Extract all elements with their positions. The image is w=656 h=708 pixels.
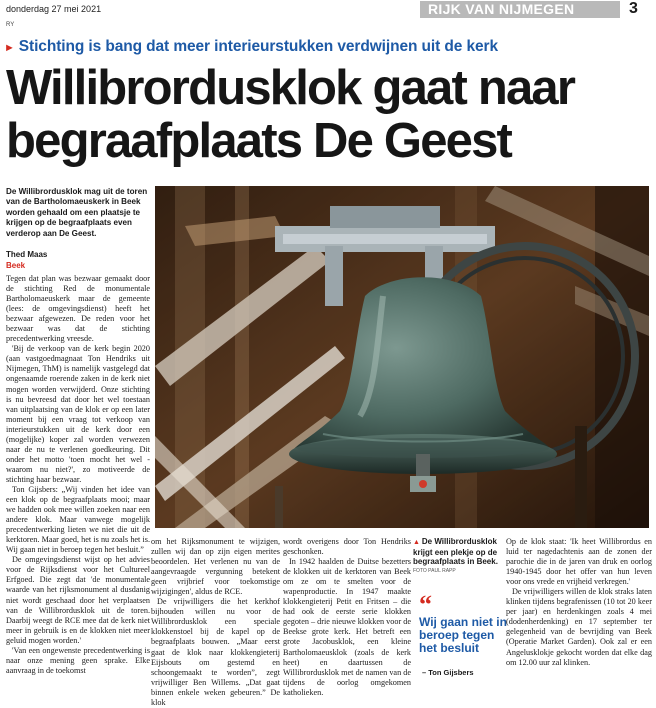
bell-illustration xyxy=(155,186,649,528)
lede: De Willibrordusklok mag uit de toren van de Bartholomaeuskerk in Beek worden gehaald om een plaatsje te krijgen op de begraafplaats even verderop aan De Geest. xyxy=(6,187,148,238)
paragraph: De omgevingsdienst wijst op het advies voor de Rijksdienst voor het Cultureel Erfgoed. Die zegt dat 'de monumentale waarde van het rijksmonument al dusdanig niet wordt geschaad door het verplaatsen van de Willibrordusklok uit de toren. Daarbij weegt de RCE mee dat de kerk niet meer in gebruik is en de klokken niet meer geluid mogen worden.' xyxy=(6,555,150,645)
photo-credit: FOTO PAUL RAPP xyxy=(413,567,456,574)
bell-photo xyxy=(155,186,649,528)
paragraph: 'Bij de verkoop van de kerk begin 2020 (aan vastgoedmagnaat Ton Hendriks uit Nijmegen, ThM) is namelijk vastgelegd dat ongenaamde roerende zaken in de kerk niet mogen worden verwijderd. Onze stichting is nu bevreesd dat door het wel toestaan van uitplaatsing van de klok er op een later moment bij een vraag tot verkoop van interieurstukken uit de kerk door een (mogelijke) koper zal worden verwezen naar de nu te verlenen goedkeuring. Dit onder het motto 'toen mocht het wel - waarom nu niet?', zo motiveerde de stichting haar bezwaar. xyxy=(6,344,150,484)
body-column-2 xyxy=(151,537,280,708)
headline-line-2: begraafplaats De Geest xyxy=(6,114,512,168)
caption-triangle-icon: ▲ xyxy=(413,539,422,546)
kicker xyxy=(4,38,498,56)
paragraph: In 1942 haalden de Duitse bezetters de klokken uit de kerktoren van Beek om ze om te smelten voor de wapenproductie. In 1947 maakte klokkengieterij Petit en Fritsen – die had ook de eerste serie klokken gegoten – drie nieuwe klokken voor de Beekse grote kerk. Het betreft een grote Jacobusklok, een kleine Bartholomaeusklok (zoals de kerk heet) en daartussen de Willibrordusklok met de namen van de tijdens de oorlog omgekomen katholieken. xyxy=(283,557,411,697)
photo-caption xyxy=(413,537,503,574)
caption-text xyxy=(413,537,503,567)
pullquote-attribution: – Ton Gijsbers xyxy=(422,668,474,677)
paragraph: Tegen dat plan was bezwaar gemaakt door de stichting Red de monumentale Bartholomaeuskerk maar de gemeente (lees: de omgevingsdienst) heeft het bezwaar afgewezen. De reden voor het bezwaar was dat de stichting precedentwerking vreesde. xyxy=(6,274,150,344)
paragraph: Ton Gijsbers: „Wij vinden het idee van een klok op de begraafplaats mooi; maar we hadden ook mee willen zoeken naar een andere klok. Maar vanwege mogelijk precedentwerking lieten we niet die uit de kerktoren. Maar goed, het is nu zoals het is. Wij gaan niet in beroep tegen het besluit.” xyxy=(6,484,150,555)
caption-body: De Willibrordusklok krijgt een plekje op de begraafplaats in Beek. xyxy=(413,537,498,567)
quote-marks-icon: “ xyxy=(419,590,432,619)
section-title: RIJK VAN NIJMEGEN xyxy=(420,1,620,18)
paragraph: 'Van een ongewenste precedentwerking is naar onze mening geen sprake. Elke aanvraag in de toekomst xyxy=(6,645,150,675)
issue-date: donderdag 27 mei 2021 xyxy=(6,4,102,14)
paragraph: om het Rijksmonument te wijzigen, zullen wij dan op zijn eigen merites beoordelen. Het verlenen nu van de aangevraagde vergunning betekent geen vrijbrief voor toekomstige wijzigingen', aldus de RCE. xyxy=(151,537,280,597)
kicker-text: Stichting is bang dat meer interieurstukken verdwijnen uit de kerk xyxy=(18,38,498,55)
body-column-5 xyxy=(506,537,652,668)
paragraph: wordt overigens door Ton Hendriks geschonken. xyxy=(283,537,411,557)
page-number: 3 xyxy=(629,0,638,17)
dateline-place: Beek xyxy=(6,261,26,270)
paragraph: De vrijwilligers willen de klok straks laten klinken tijdens begrafenissen (10 tot 20 keer per jaar) en herdenkingen zoals 4 mei (dodenherdenking) en 17 september ter gelegenheid van de bevrijding van Beek (Operatie Market Garden). Ook zal er een Angelusklokje gekocht worden dat elke dag om 12.00 uur zal klinken. xyxy=(506,587,652,667)
headline xyxy=(6,62,656,168)
body-column-3 xyxy=(283,537,411,698)
byline: Thed Maas xyxy=(6,250,48,259)
pullquote: Wij gaan niet in beroep tegen het besluit xyxy=(419,615,507,656)
paragraph: Op de klok staat: 'Ik heet Willibrordus en luid ter nagedachtenis aan de zonen der parochie die in de jaren van druk en oorlog 1940-1945 door het offer van hun leven voor ons vrede en vrijheid verkregen.' xyxy=(506,537,652,587)
headline-line-1: Willibrordusklok gaat naar xyxy=(6,61,575,115)
body-column-1 xyxy=(6,274,150,676)
kicker-triangle-icon: ► xyxy=(4,42,15,54)
paragraph: De vrijwilligers die het kerkhof bijhouden willen nu voor de Willibrordusklok een speciale klokkenstoel bij de kapel op de begraafplaats bouwen. „Maar eerst gaat de klok naar klokkengieterij Eijsbouts om gestemd en schoongemaakt te worden”, zegt vrijwilliger Ben Willems. „Dat gaat binnen enkele weken gebeuren.” De klok xyxy=(151,597,280,707)
edition-code: RY xyxy=(6,22,15,28)
